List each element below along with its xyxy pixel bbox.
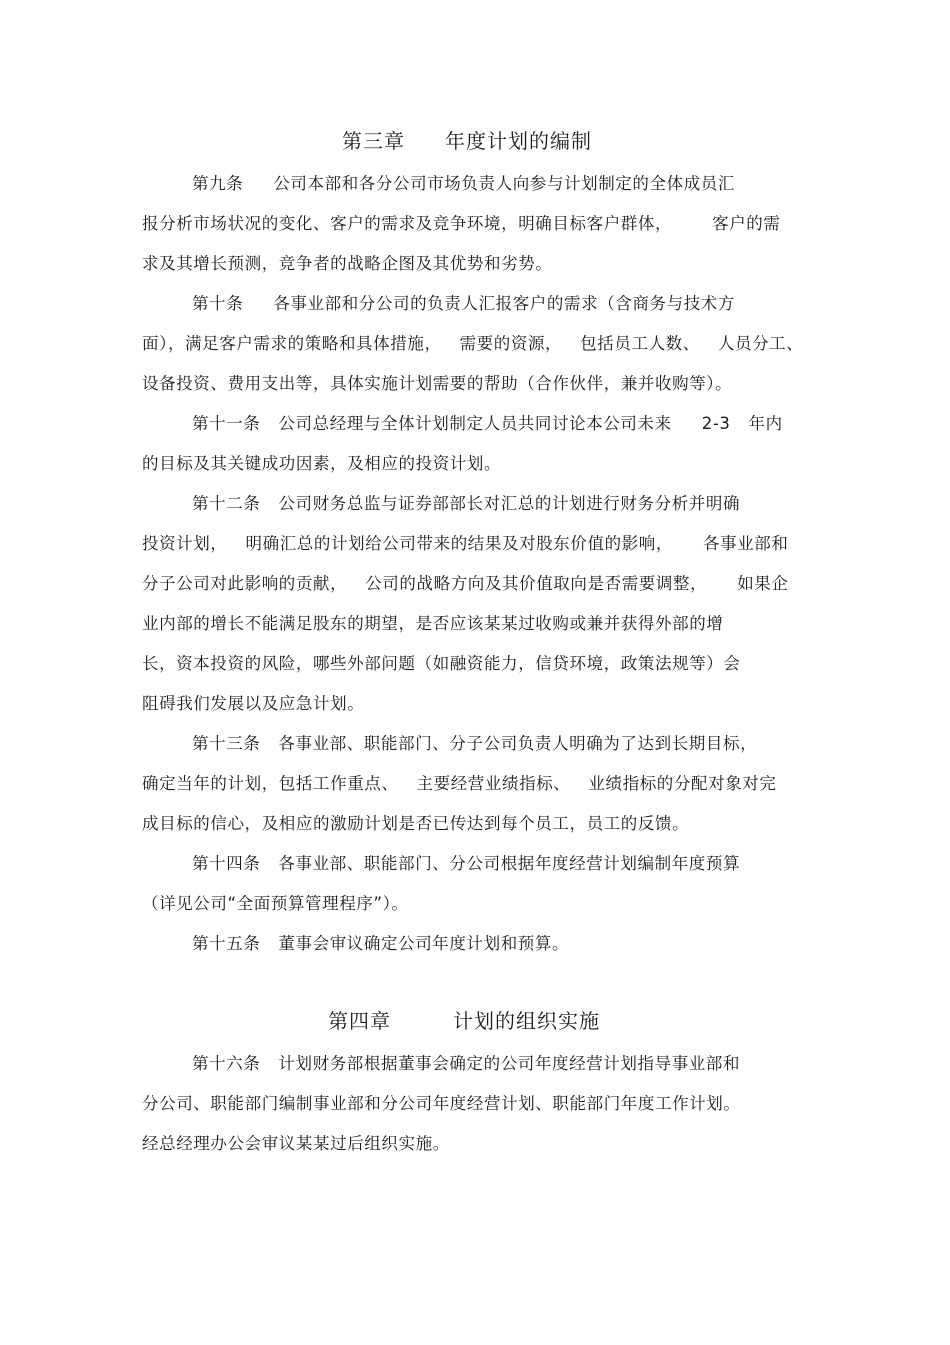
chapter-4-heading <box>328 1008 600 1034</box>
article-10-text-2c: 包括员工人数、 <box>580 334 700 353</box>
article-10-line-2 <box>142 333 803 355</box>
article-12-text-3c: 如果企 <box>737 574 789 593</box>
article-16-line-1 <box>192 1053 740 1075</box>
article-12-text-3a: 分子公司对此影响的贡献， <box>142 574 348 593</box>
article-10-text-2d: 人员分工、 <box>717 334 804 353</box>
article-13-text-2c: 业绩指标的分配对象对完 <box>588 774 777 793</box>
article-12-line-6 <box>142 693 364 715</box>
article-12-text-4: 业内部的增长不能满足股东的期望，是否应该某某过收购或兼并获得外部的增 <box>142 614 724 633</box>
article-12-text-2c: 各事业部和 <box>703 534 789 553</box>
article-16-text-2: 分公司、职能部门编制事业部和分公司年度经营计划、职能部门年度工作计划。 <box>142 1094 741 1113</box>
article-13-text-3: 成目标的信心，及相应的激励计划是否已传达到每个员工，员工的反馈。 <box>142 814 690 833</box>
article-13-text-1: 各事业部、职能部门、分子公司负责人明确为了达到长期目标， <box>278 734 758 753</box>
article-13-text-2b: 主要经营业绩指标、 <box>416 774 571 793</box>
article-13-label: 第十三条 <box>192 734 261 753</box>
article-12-line-5 <box>142 653 741 675</box>
article-10-text-2b: 需要的资源， <box>459 334 563 353</box>
article-12-line-1 <box>192 493 740 515</box>
article-15-text-1: 董事会审议确定公司年度计划和预算。 <box>278 934 570 953</box>
article-10-text-2a: 面），满足客户需求的策略和具体措施， <box>142 334 442 353</box>
article-16-line-2 <box>142 1093 741 1115</box>
article-11-line-2 <box>142 453 501 475</box>
article-16-label: 第十六条 <box>192 1054 261 1073</box>
article-9-line-3 <box>142 253 552 275</box>
article-16-text-3: 经总经理办公会审议某某过后组织实施。 <box>142 1134 450 1153</box>
article-9-line-2 <box>142 213 781 235</box>
article-13-line-2 <box>142 773 777 795</box>
article-11-text-1c: 年内 <box>748 414 783 433</box>
article-14-text-2: （详见公司“全面预算管理程序”）。 <box>142 894 409 913</box>
article-9-text-1: 公司本部和各分公司市场负责人向参与计划制定的全体成员汇 <box>273 174 736 193</box>
article-14-label: 第十四条 <box>192 854 261 873</box>
article-13-line-1 <box>192 733 757 755</box>
chapter-3-title: 年度计划的编制 <box>445 129 592 153</box>
article-14-text-1: 各事业部、职能部门、分公司根据年度经营计划编制年度预算 <box>278 854 741 873</box>
article-11-text-1b: 2-3 <box>701 414 731 433</box>
article-12-text-1: 公司财务总监与证券部部长对汇总的计划进行财务分析并明确 <box>278 494 741 513</box>
article-16-line-3 <box>142 1133 450 1155</box>
article-12-line-2 <box>142 533 789 555</box>
article-12-text-3b: 公司的战略方向及其价值取向是否需要调整， <box>365 574 708 593</box>
article-9-text-3: 求及其增长预测，竞争者的战略企图及其优势和劣势。 <box>142 254 553 273</box>
article-16-text-1: 计划财务部根据董事会确定的公司年度经营计划指导事业部和 <box>278 1054 741 1073</box>
article-12-text-2b: 明确汇总的计划给公司带来的结果及对股东价值的影响， <box>245 534 673 553</box>
article-12-text-5: 长，资本投资的风险，哪些外部问题（如融资能力，信贷环境，政策法规等）会 <box>142 654 741 673</box>
article-15-label: 第十五条 <box>192 934 261 953</box>
article-9-label: 第九条 <box>192 174 244 193</box>
article-10-line-3 <box>142 373 732 395</box>
article-9-text-2b: 客户的需 <box>712 214 781 233</box>
article-12-line-3 <box>142 573 789 595</box>
article-12-label: 第十二条 <box>192 494 261 513</box>
article-13-line-3 <box>142 813 689 835</box>
article-9-line-1 <box>192 173 735 195</box>
article-11-text-1a: 公司总经理与全体计划制定人员共同讨论本公司未来 <box>278 414 672 433</box>
article-12-text-2a: 投资计划， <box>142 534 228 553</box>
article-10-text-1: 各事业部和分公司的负责人汇报客户的需求（含商务与技术方 <box>273 294 736 313</box>
article-11-line-1 <box>192 413 783 435</box>
chapter-3-label: 第三章 <box>342 129 405 153</box>
article-10-text-3: 设备投资、费用支出等，具体实施计划需要的帮助（合作伙伴，兼并收购等）。 <box>142 374 733 393</box>
article-12-line-4 <box>142 613 723 635</box>
chapter-4-label: 第四章 <box>328 1009 391 1033</box>
article-12-text-6: 阻碍我们发展以及应急计划。 <box>142 694 365 713</box>
article-15-line-1 <box>192 933 569 955</box>
article-11-label: 第十一条 <box>192 414 261 433</box>
article-9-text-2a: 报分析市场状况的变化、客户的需求及竞争环境，明确目标客户群体， <box>142 214 673 233</box>
article-13-text-2a: 确定当年的计划，包括工作重点、 <box>142 774 399 793</box>
article-14-line-2 <box>142 893 409 915</box>
article-14-line-1 <box>192 853 740 875</box>
article-10-label: 第十条 <box>192 294 244 313</box>
chapter-4-title: 计划的组织实施 <box>453 1009 600 1033</box>
article-11-text-2: 的目标及其关键成功因素，及相应的投资计划。 <box>142 454 502 473</box>
article-10-line-1 <box>192 293 735 315</box>
chapter-3-heading <box>342 128 592 154</box>
